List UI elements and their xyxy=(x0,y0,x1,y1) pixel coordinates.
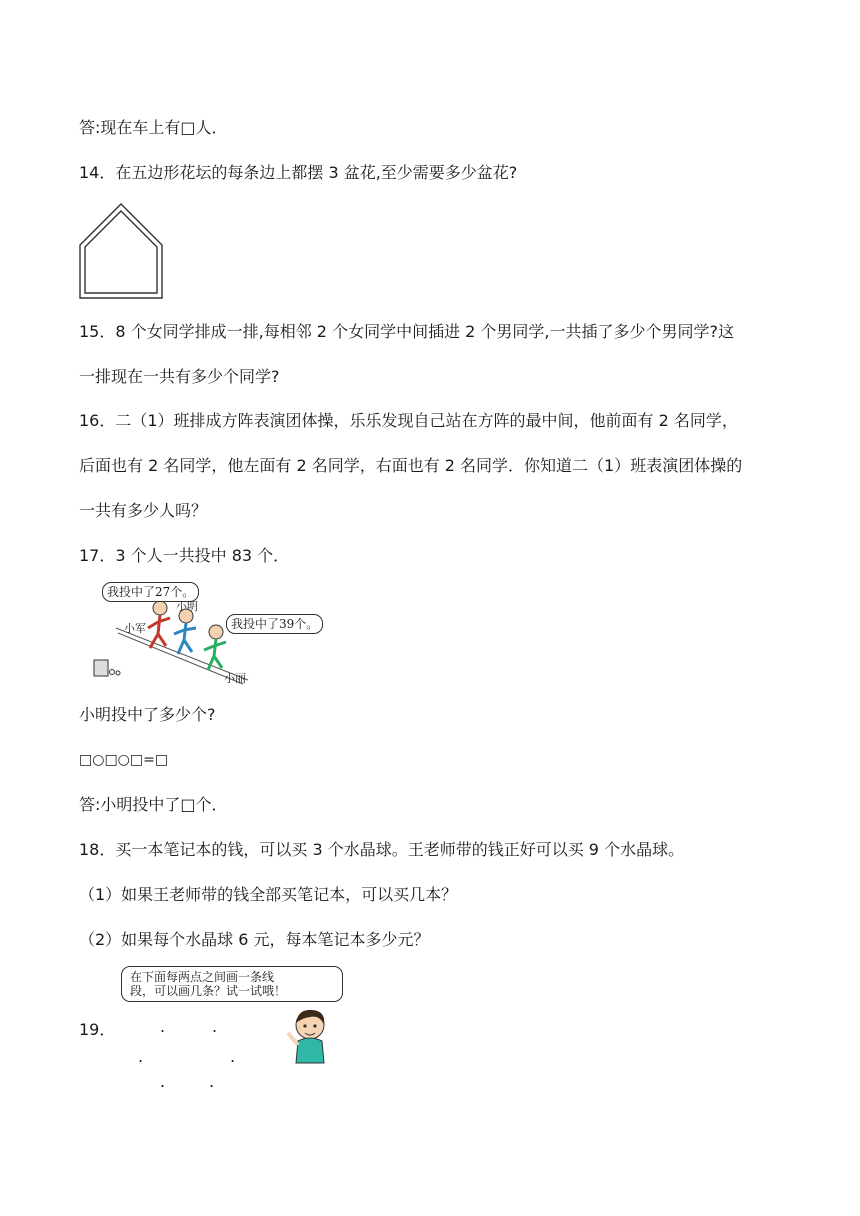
pentagon-flowerbed-figure xyxy=(78,201,166,301)
label-xiaoli: 小丽 xyxy=(224,672,246,685)
point-5: . xyxy=(160,1072,166,1091)
question-14: 14．在五边形花坛的每条边上都摆 3 盆花,至少需要多少盆花? xyxy=(79,163,518,182)
question-17-answer: 答:小明投中了□个． xyxy=(79,795,228,814)
point-4: . xyxy=(230,1047,236,1066)
point-2: . xyxy=(212,1017,218,1036)
question-16-line-2: 后面也有 2 名同学，他左面有 2 名同学，右面也有 2 名同学．你知道二（1）班表演团体操的 xyxy=(79,456,743,475)
question-16-line-1: 16．二（1）班排成方阵表演团体操，乐乐发现自己站在方阵的最中间，他前面有 2 名同学， xyxy=(79,411,738,430)
question-18-part-2: （2）如果每个水晶球 6 元，每本笔记本多少元？ xyxy=(79,930,430,949)
question-16-line-3: 一共有多少人吗？ xyxy=(79,501,208,520)
question-18-part-1: （1）如果王老师带的钱全部买笔记本，可以买几本？ xyxy=(79,885,458,904)
bubble-line-2: 段，可以画几条？试一试哦！ xyxy=(130,984,287,998)
point-1: . xyxy=(160,1017,166,1036)
bubble-line-1: 在下面每两点之间画一条线 xyxy=(130,970,275,984)
question-18: 18．买一本笔记本的钱，可以买 3 个水晶球。王老师带的钱正好可以买 9 个水晶球。 xyxy=(79,840,685,859)
point-6: . xyxy=(209,1072,215,1091)
question-17-ask: 小明投中了多少个? xyxy=(79,705,216,724)
question-17-equation: □○□○□=□ xyxy=(79,752,169,768)
label-xiaojun: 小军 xyxy=(124,622,146,635)
boy-character-icon xyxy=(284,1005,336,1067)
question-15-line-2: 一排现在一共有多少个同学? xyxy=(79,367,280,386)
label-xiaoming: 小明 xyxy=(176,600,198,613)
speech-bubble-27: 我投中了27个。 xyxy=(102,582,199,602)
question-15-line-1: 15．8 个女同学排成一排,每相邻 2 个女同学中间插进 2 个男同学,一共插了多少个男同学?这 xyxy=(79,322,734,341)
point-3: . xyxy=(138,1047,144,1066)
speech-bubble-draw-lines xyxy=(121,966,343,1002)
answer-line-13: 答:现在车上有□人． xyxy=(79,118,228,137)
speech-bubble-39: 我投中了39个。 xyxy=(226,614,323,634)
question-17: 17．3 个人一共投中 83 个． xyxy=(79,546,290,565)
throwing-illustration xyxy=(88,578,319,688)
question-19: 19． xyxy=(79,1020,116,1039)
